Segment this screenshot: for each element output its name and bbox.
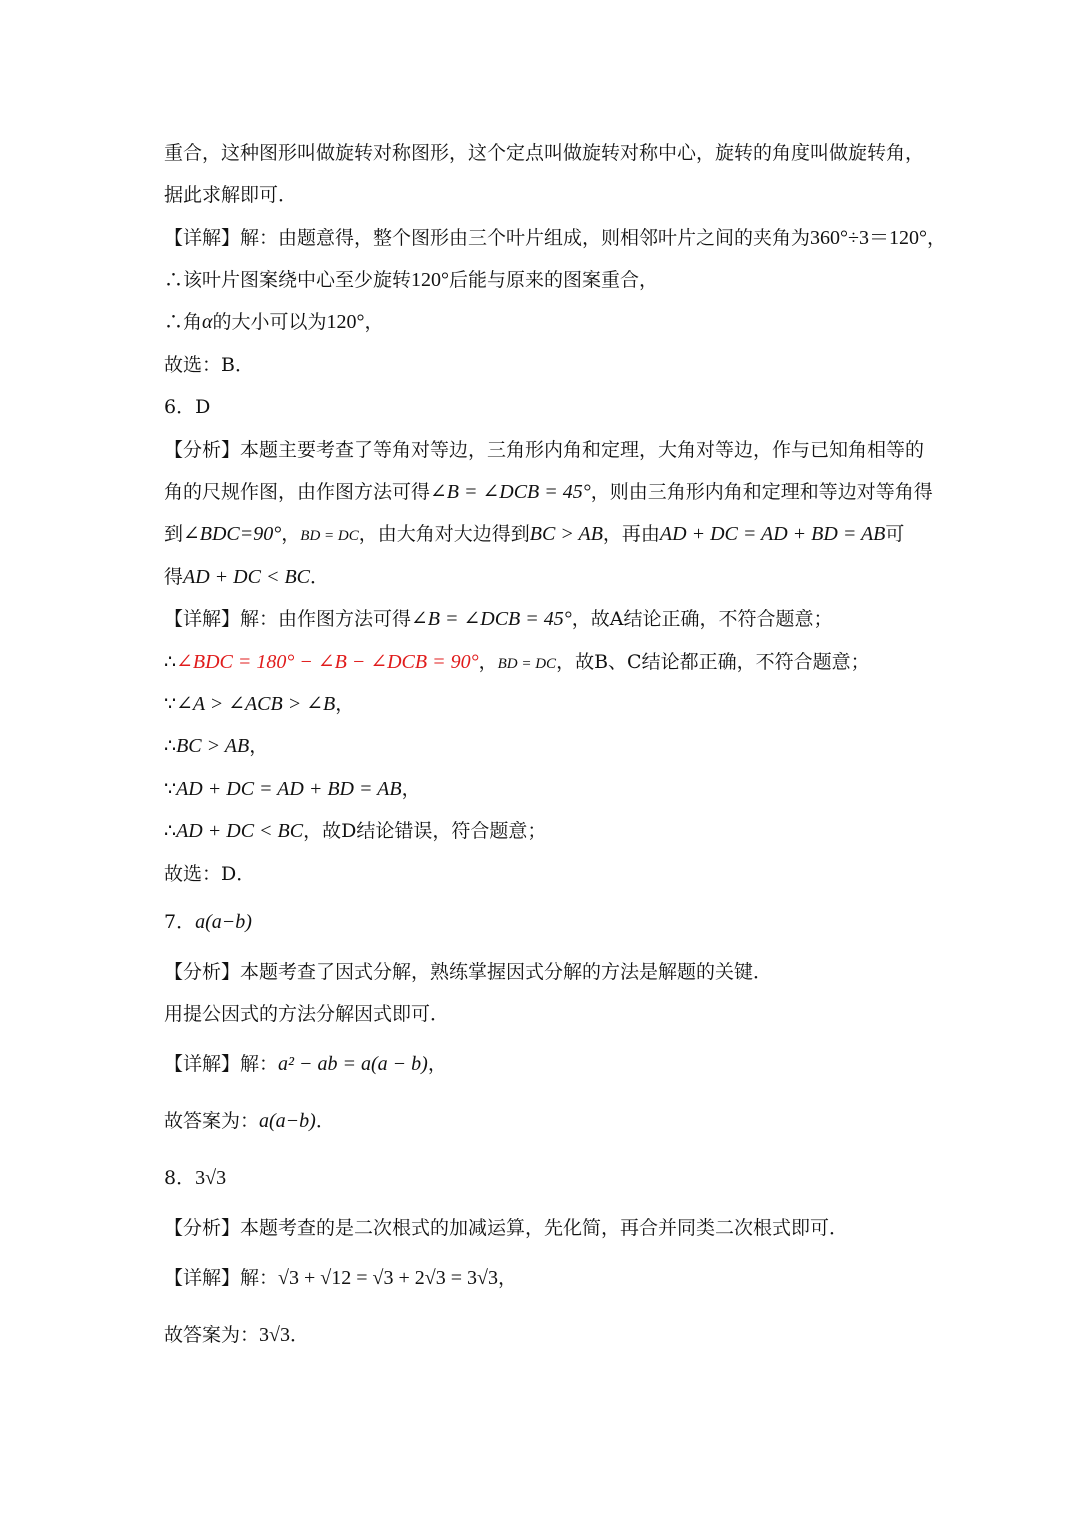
math-number: √3 + √12 = √3 + 2√3 = 3√3	[278, 1267, 499, 1289]
line-text: 【详解】解：	[164, 1053, 279, 1075]
math-number: 120°	[411, 269, 450, 291]
line-text: ，	[401, 778, 421, 800]
line-text: ∴该叶片图案绕中心至少旋转	[164, 269, 412, 291]
line-text: ．	[290, 1324, 310, 1346]
line-text: 据此求解即可．	[164, 184, 298, 206]
text-line	[164, 1050, 930, 1078]
text-line	[164, 1214, 930, 1242]
line-text: 到	[164, 523, 184, 545]
text-line	[164, 351, 930, 379]
text-line	[164, 648, 930, 678]
question-number	[164, 393, 930, 421]
math-expression: ∠B = ∠DCB = 45°	[411, 608, 572, 630]
line-text: 7．	[164, 911, 196, 933]
line-text: ，	[927, 227, 947, 249]
text-line	[164, 817, 930, 845]
line-text: ∴	[164, 735, 177, 757]
line-text: ∴	[164, 651, 177, 673]
line-text: ，	[364, 311, 384, 333]
text-line	[164, 605, 930, 633]
text-line	[164, 1264, 930, 1292]
math-expression: ∠BDC=90°	[183, 523, 282, 545]
text-line	[164, 1000, 930, 1028]
line-text: 后能与原来的图案重合，	[449, 269, 659, 291]
math-expression: AD + DC = AD + BD = AB	[659, 523, 886, 545]
line-text: 6．D	[164, 396, 211, 418]
line-text: ∴角	[164, 311, 203, 333]
line-text: ，则由三角形内角和定理和等边对等角得	[590, 481, 933, 503]
text-line	[164, 308, 930, 336]
math-expression: AD + DC < BC	[183, 566, 311, 588]
line-text: ，故D结论错误，符合题意；	[303, 820, 547, 842]
question-number	[164, 908, 930, 936]
line-text: 角的尺规作图，由作图方法可得	[164, 481, 431, 503]
line-text: ．	[310, 566, 330, 588]
line-text: 【详解】解：	[164, 1267, 279, 1289]
line-text: ，	[281, 523, 301, 545]
math-number: 360°÷3＝120°	[810, 227, 927, 249]
line-text: 故答案为：	[164, 1324, 260, 1346]
text-line	[164, 775, 930, 803]
line-text: 故选：D．	[164, 863, 256, 885]
line-text: 故答案为：	[164, 1110, 260, 1132]
text-line	[164, 436, 930, 464]
line-text: 可	[885, 523, 905, 545]
math-expression: a² − ab = a(a − b)	[278, 1053, 428, 1075]
line-text: ∵	[164, 693, 177, 715]
line-text: ，故A结论正确，不符合题意；	[571, 608, 833, 630]
math-expression: AD + DC < BC	[176, 820, 304, 842]
line-text: ，由大角对大边得到	[358, 523, 530, 545]
line-text: 重合，这种图形叫做旋转对称图形，这个定点叫做旋转对称中心，旋转的角度叫做旋转角，	[164, 142, 925, 164]
math-expression-highlight: ∠BDC = 180° − ∠B − ∠DCB = 90°	[176, 651, 479, 673]
math-expression: a(a−b)	[259, 1110, 316, 1132]
line-text: ．	[315, 1110, 335, 1132]
text-line	[164, 958, 930, 986]
math-expression: a(a−b)	[195, 911, 252, 933]
line-text: ，再由	[602, 523, 660, 545]
line-text: 故选：B．	[164, 354, 254, 376]
text-line	[164, 266, 930, 294]
line-text: ，故B、C结论都正确，不符合题意；	[556, 651, 870, 673]
text-line	[164, 181, 930, 209]
line-text: ∵	[164, 778, 177, 800]
math-number: 120°	[326, 311, 365, 333]
line-text: ，	[427, 1053, 447, 1075]
line-text: 得	[164, 566, 184, 588]
line-text: 的大小可以为	[212, 311, 327, 333]
line-text: ，	[335, 693, 355, 715]
math-expression: α	[202, 311, 213, 333]
text-line	[164, 860, 930, 888]
math-number: 3√3	[195, 1167, 227, 1189]
line-text: 8．	[164, 1167, 196, 1189]
text-line	[164, 224, 947, 252]
text-line	[164, 563, 930, 591]
question-number	[164, 1164, 930, 1192]
math-expression: ∠B = ∠DCB = 45°	[430, 481, 591, 503]
text-line	[164, 732, 930, 760]
line-text: ，	[478, 651, 498, 673]
line-text: ，	[498, 1267, 518, 1289]
text-line	[164, 520, 930, 550]
text-line	[164, 139, 930, 167]
line-text: 【详解】解：由作图方法可得	[164, 608, 412, 630]
line-text: ，	[249, 735, 269, 757]
math-expression: BC > AB	[529, 523, 603, 545]
line-text: ∴	[164, 820, 177, 842]
text-line	[164, 690, 930, 718]
text-line	[164, 1321, 930, 1349]
text-line	[164, 1107, 930, 1135]
math-expression-small: BD = DC	[497, 656, 557, 672]
math-expression: AD + DC = AD + BD = AB	[176, 778, 402, 800]
line-text: 【分析】本题考查了因式分解，熟练掌握因式分解的方法是解题的关键．	[164, 961, 773, 983]
math-expression-small: BD = DC	[300, 528, 359, 544]
line-text: 【分析】本题考查的是二次根式的加减运算，先化简，再合并同类二次根式即可．	[164, 1217, 849, 1239]
math-expression: BC > AB	[176, 735, 250, 757]
line-text: 【详解】解：由题意得，整个图形由三个叶片组成，则相邻叶片之间的夹角为	[164, 227, 811, 249]
math-number: 3√3	[259, 1324, 290, 1346]
line-text: 【分析】本题主要考查了等角对等边，三角形内角和定理，大角对等边，作与已知角相等的	[164, 439, 925, 461]
line-text: 用提公因式的方法分解因式即可．	[164, 1003, 450, 1025]
math-expression: ∠A > ∠ACB > ∠B	[176, 693, 336, 715]
text-line	[164, 478, 933, 506]
